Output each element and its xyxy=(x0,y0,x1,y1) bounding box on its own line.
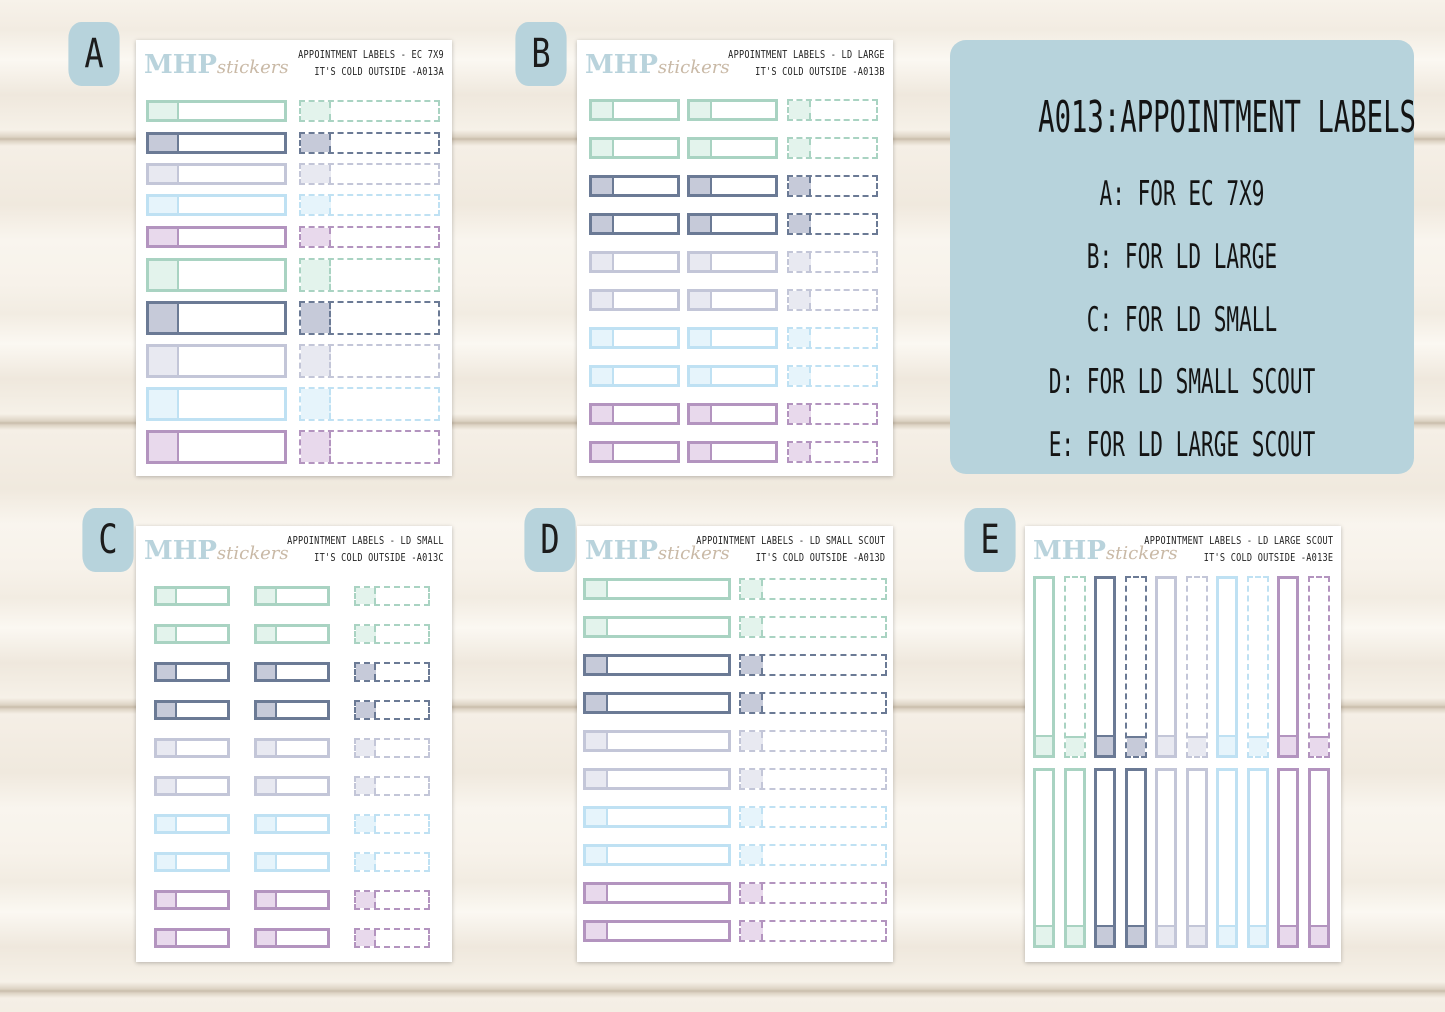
appointment-label-sky xyxy=(146,194,287,216)
label-tab xyxy=(301,346,331,376)
appointment-label-lavender xyxy=(146,430,287,464)
appointment-label-mint xyxy=(589,99,680,121)
label-tab xyxy=(257,703,277,717)
label-tab xyxy=(149,433,179,461)
label-tab xyxy=(690,406,712,422)
appointment-label-lavender xyxy=(589,441,680,463)
label-tab xyxy=(741,808,763,826)
label-tab xyxy=(592,444,614,460)
appointment-label-mint xyxy=(1033,768,1055,948)
appointment-label-lavender xyxy=(1308,768,1330,948)
label-tab xyxy=(356,778,376,794)
label-tab xyxy=(257,741,277,755)
appointment-label-gray xyxy=(146,163,287,185)
appointment-label-navy xyxy=(299,132,440,154)
label-tab xyxy=(1066,736,1084,756)
label-tab xyxy=(157,589,177,603)
label-tab xyxy=(1067,925,1083,945)
label-tab xyxy=(257,817,277,831)
appointment-label-gray xyxy=(154,776,230,796)
label-tab xyxy=(741,846,763,864)
appointment-label-mint xyxy=(254,586,330,606)
label-tab xyxy=(1097,735,1113,755)
label-tab xyxy=(1158,735,1174,755)
label-tab xyxy=(356,588,376,604)
label-tab xyxy=(690,444,712,460)
appointment-label-mint xyxy=(146,100,287,122)
label-tab xyxy=(149,261,179,289)
appointment-label-sky xyxy=(254,852,330,872)
label-tab xyxy=(592,216,614,232)
label-tab xyxy=(586,809,608,825)
label-tab xyxy=(1249,736,1267,756)
appointment-label-lavender xyxy=(583,882,731,904)
appointment-label-lavender xyxy=(1308,576,1330,758)
appointment-label-sky xyxy=(254,814,330,834)
appointment-label-sky xyxy=(299,194,440,216)
label-tab xyxy=(586,581,608,597)
label-tab xyxy=(789,367,811,385)
label-tab xyxy=(301,165,331,183)
appointment-label-lavender xyxy=(299,430,440,464)
appointment-label-sky xyxy=(146,387,287,421)
label-tab xyxy=(690,254,712,270)
appointment-label-navy xyxy=(1125,768,1147,948)
label-tab xyxy=(301,389,331,419)
brand-logo: MHPstickers xyxy=(585,536,730,566)
label-tab xyxy=(356,854,376,870)
brand-logo: MHPstickers xyxy=(144,536,289,566)
label-tab xyxy=(789,177,811,195)
appointment-label-navy xyxy=(146,132,287,154)
brand-logo: MHPstickers xyxy=(144,50,289,80)
sheet-title: APPOINTMENT LABELS - LD LARGE SCOUT IT'S COLD OUTSIDE -A013E xyxy=(1144,534,1333,564)
label-tab xyxy=(257,665,277,679)
appointment-label-gray xyxy=(787,289,878,311)
appointment-label-lavender xyxy=(254,928,330,948)
appointment-label-navy xyxy=(354,662,430,682)
appointment-label-lavender xyxy=(583,920,731,942)
appointment-label-mint xyxy=(687,137,778,159)
label-tab xyxy=(301,102,331,120)
appointment-label-gray xyxy=(687,289,778,311)
appointment-label-navy xyxy=(589,213,680,235)
info-card xyxy=(950,40,1414,474)
label-tab xyxy=(157,893,177,907)
badge-e: E xyxy=(964,508,1015,572)
label-tab xyxy=(586,695,608,711)
label-tab xyxy=(586,847,608,863)
label-tab xyxy=(157,741,177,755)
info-title: A013:APPOINTMENT LABELS xyxy=(1038,92,1416,143)
appointment-label-gray xyxy=(1155,768,1177,948)
info-line-d: D: FOR LD SMALL SCOUT xyxy=(1048,362,1316,402)
appointment-label-gray xyxy=(583,730,731,752)
label-tab xyxy=(592,140,614,156)
label-tab xyxy=(149,166,179,182)
label-tab xyxy=(257,931,277,945)
appointment-label-sky xyxy=(739,806,887,828)
label-tab xyxy=(356,930,376,946)
info-line-c: C: FOR LD SMALL xyxy=(1086,300,1278,340)
label-tab xyxy=(149,304,179,332)
label-tab xyxy=(257,627,277,641)
appointment-label-mint xyxy=(354,624,430,644)
label-tab xyxy=(149,347,179,375)
sticker-sheet-c xyxy=(136,526,452,962)
badge-a: A xyxy=(68,22,119,86)
label-tab xyxy=(789,291,811,309)
label-tab xyxy=(592,254,614,270)
appointment-label-mint xyxy=(739,578,887,600)
appointment-label-sky xyxy=(583,806,731,828)
label-tab xyxy=(586,657,608,673)
appointment-label-sky xyxy=(739,844,887,866)
appointment-label-gray xyxy=(299,344,440,378)
label-tab xyxy=(1158,925,1174,945)
appointment-label-mint xyxy=(254,624,330,644)
appointment-label-lavender xyxy=(687,403,778,425)
appointment-label-lavender xyxy=(154,890,230,910)
sticker-sheet-a xyxy=(136,40,452,476)
label-tab xyxy=(1189,925,1205,945)
appointment-label-mint xyxy=(1033,576,1055,758)
appointment-label-lavender xyxy=(739,920,887,942)
label-tab xyxy=(257,589,277,603)
label-tab xyxy=(592,330,614,346)
label-tab xyxy=(1127,736,1145,756)
appointment-label-mint xyxy=(787,137,878,159)
appointment-label-navy xyxy=(739,692,887,714)
appointment-label-lavender xyxy=(1277,768,1299,948)
appointment-label-mint xyxy=(354,586,430,606)
appointment-label-gray xyxy=(583,768,731,790)
appointment-label-navy xyxy=(787,213,878,235)
appointment-label-lavender xyxy=(299,226,440,248)
label-tab xyxy=(789,139,811,157)
label-tab xyxy=(1036,925,1052,945)
badge-b: B xyxy=(515,22,566,86)
appointment-label-navy xyxy=(154,700,230,720)
appointment-label-lavender xyxy=(739,882,887,904)
appointment-label-sky xyxy=(589,327,680,349)
appointment-label-gray xyxy=(154,738,230,758)
appointment-label-lavender xyxy=(146,226,287,248)
label-tab xyxy=(789,253,811,271)
label-tab xyxy=(741,618,763,636)
appointment-label-navy xyxy=(583,654,731,676)
appointment-label-sky xyxy=(1216,768,1238,948)
appointment-label-lavender xyxy=(787,403,878,425)
appointment-label-navy xyxy=(687,213,778,235)
info-line-e: E: FOR LD LARGE SCOUT xyxy=(1048,425,1316,465)
label-tab xyxy=(356,816,376,832)
label-tab xyxy=(741,732,763,750)
label-tab xyxy=(1280,925,1296,945)
appointment-label-sky xyxy=(589,365,680,387)
label-tab xyxy=(1280,735,1296,755)
label-tab xyxy=(149,229,179,245)
appointment-label-navy xyxy=(739,654,887,676)
label-tab xyxy=(157,627,177,641)
label-tab xyxy=(789,329,811,347)
label-tab xyxy=(592,406,614,422)
label-tab xyxy=(356,626,376,642)
appointment-label-sky xyxy=(354,852,430,872)
appointment-label-gray xyxy=(299,163,440,185)
label-tab xyxy=(592,102,614,118)
appointment-label-navy xyxy=(354,700,430,720)
sheet-title: APPOINTMENT LABELS - LD LARGE IT'S COLD OUTSIDE -A013B xyxy=(728,48,885,78)
appointment-label-gray xyxy=(1186,768,1208,948)
label-tab xyxy=(257,893,277,907)
label-tab xyxy=(592,292,614,308)
appointment-label-navy xyxy=(687,175,778,197)
appointment-label-sky xyxy=(583,844,731,866)
appointment-label-navy xyxy=(1125,576,1147,758)
appointment-label-mint xyxy=(146,258,287,292)
sticker-sheet-b xyxy=(577,40,893,476)
label-tab xyxy=(741,694,763,712)
label-tab xyxy=(586,619,608,635)
label-tab xyxy=(741,580,763,598)
appointment-label-gray xyxy=(739,730,887,752)
label-tab xyxy=(690,178,712,194)
sheet-title: APPOINTMENT LABELS - LD SMALL SCOUT IT'S COLD OUTSIDE -A013D xyxy=(696,534,885,564)
sheet-title: APPOINTMENT LABELS - EC 7X9 IT'S COLD OUTSIDE -A013A xyxy=(298,48,444,78)
appointment-label-mint xyxy=(1064,576,1086,758)
label-tab xyxy=(592,368,614,384)
appointment-label-sky xyxy=(787,365,878,387)
appointment-label-mint xyxy=(583,616,731,638)
label-tab xyxy=(592,178,614,194)
brand-logo: MHPstickers xyxy=(585,50,730,80)
appointment-label-mint xyxy=(299,258,440,292)
appointment-label-gray xyxy=(354,776,430,796)
appointment-label-gray xyxy=(254,776,330,796)
appointment-label-lavender xyxy=(787,441,878,463)
appointment-label-mint xyxy=(739,616,887,638)
sheet-header xyxy=(136,526,452,570)
appointment-label-gray xyxy=(354,738,430,758)
label-tab xyxy=(356,702,376,718)
label-tab xyxy=(157,817,177,831)
appointment-label-lavender xyxy=(354,890,430,910)
appointment-label-mint xyxy=(299,100,440,122)
appointment-label-lavender xyxy=(354,928,430,948)
appointment-label-sky xyxy=(787,327,878,349)
label-tab xyxy=(149,103,179,119)
appointment-label-gray xyxy=(589,289,680,311)
appointment-label-sky xyxy=(154,852,230,872)
label-tab xyxy=(1128,925,1144,945)
label-tab xyxy=(301,432,331,462)
appointment-label-lavender xyxy=(154,928,230,948)
sheet-header xyxy=(577,526,893,570)
badge-c: C xyxy=(82,508,133,572)
label-tab xyxy=(690,292,712,308)
label-tab xyxy=(586,733,608,749)
sticker-sheet-d xyxy=(577,526,893,962)
appointment-label-navy xyxy=(254,662,330,682)
label-tab xyxy=(586,885,608,901)
appointment-label-sky xyxy=(354,814,430,834)
appointment-label-sky xyxy=(154,814,230,834)
label-tab xyxy=(356,892,376,908)
appointment-label-sky xyxy=(687,365,778,387)
info-line-b: B: FOR LD LARGE xyxy=(1086,237,1278,277)
label-tab xyxy=(1219,925,1235,945)
appointment-label-gray xyxy=(1155,576,1177,758)
appointment-label-mint xyxy=(154,624,230,644)
label-tab xyxy=(257,779,277,793)
appointment-label-lavender xyxy=(589,403,680,425)
appointment-label-navy xyxy=(1094,768,1116,948)
label-tab xyxy=(586,923,608,939)
appointment-label-lavender xyxy=(1277,576,1299,758)
badge-d: D xyxy=(524,508,575,572)
label-tab xyxy=(1219,735,1235,755)
sheet-header xyxy=(136,40,452,84)
appointment-label-navy xyxy=(254,700,330,720)
label-tab xyxy=(690,216,712,232)
label-tab xyxy=(789,215,811,233)
appointment-label-gray xyxy=(739,768,887,790)
label-tab xyxy=(741,770,763,788)
label-tab xyxy=(157,665,177,679)
appointment-label-gray xyxy=(687,251,778,273)
appointment-label-navy xyxy=(154,662,230,682)
appointment-label-navy xyxy=(146,301,287,335)
appointment-label-mint xyxy=(154,586,230,606)
appointment-label-lavender xyxy=(254,890,330,910)
info-line-a: A: FOR EC 7X9 xyxy=(1099,174,1265,214)
label-tab xyxy=(741,922,763,940)
sticker-sheet-e xyxy=(1025,526,1341,962)
appointment-label-mint xyxy=(589,137,680,159)
sheet-header xyxy=(1025,526,1341,570)
appointment-label-navy xyxy=(589,175,680,197)
label-tab xyxy=(257,855,277,869)
appointment-label-navy xyxy=(787,175,878,197)
label-tab xyxy=(1036,735,1052,755)
label-tab xyxy=(586,771,608,787)
label-tab xyxy=(157,703,177,717)
label-tab xyxy=(741,884,763,902)
appointment-label-navy xyxy=(1094,576,1116,758)
label-tab xyxy=(1250,925,1266,945)
label-tab xyxy=(149,390,179,418)
label-tab xyxy=(1311,925,1327,945)
sheet-header xyxy=(577,40,893,84)
appointment-label-navy xyxy=(583,692,731,714)
appointment-label-gray xyxy=(146,344,287,378)
label-tab xyxy=(149,135,179,151)
appointment-label-sky xyxy=(299,387,440,421)
label-tab xyxy=(789,405,811,423)
label-tab xyxy=(690,102,712,118)
label-tab xyxy=(690,368,712,384)
label-tab xyxy=(149,197,179,213)
appointment-label-gray xyxy=(589,251,680,273)
appointment-label-mint xyxy=(1064,768,1086,948)
label-tab xyxy=(741,656,763,674)
appointment-label-sky xyxy=(1247,576,1269,758)
label-tab xyxy=(690,330,712,346)
label-tab xyxy=(157,855,177,869)
sheet-title: APPOINTMENT LABELS - LD SMALL IT'S COLD OUTSIDE -A013C xyxy=(287,534,444,564)
label-tab xyxy=(1310,736,1328,756)
brand-logo: MHPstickers xyxy=(1033,536,1178,566)
label-tab xyxy=(789,443,811,461)
appointment-label-lavender xyxy=(687,441,778,463)
appointment-label-gray xyxy=(1186,576,1208,758)
appointment-label-gray xyxy=(787,251,878,273)
label-tab xyxy=(1188,736,1206,756)
label-tab xyxy=(301,228,331,246)
label-tab xyxy=(789,101,811,119)
label-tab xyxy=(690,140,712,156)
label-tab xyxy=(356,740,376,756)
label-tab xyxy=(1097,925,1113,945)
appointment-label-sky xyxy=(687,327,778,349)
appointment-label-mint xyxy=(787,99,878,121)
appointment-label-navy xyxy=(299,301,440,335)
label-tab xyxy=(157,931,177,945)
label-tab xyxy=(301,260,331,290)
label-tab xyxy=(301,303,331,333)
appointment-label-mint xyxy=(583,578,731,600)
appointment-label-sky xyxy=(1247,768,1269,948)
label-tab xyxy=(301,196,331,214)
label-tab xyxy=(356,664,376,680)
appointment-label-mint xyxy=(687,99,778,121)
label-tab xyxy=(157,779,177,793)
appointment-label-gray xyxy=(254,738,330,758)
appointment-label-sky xyxy=(1216,576,1238,758)
label-tab xyxy=(301,134,331,152)
